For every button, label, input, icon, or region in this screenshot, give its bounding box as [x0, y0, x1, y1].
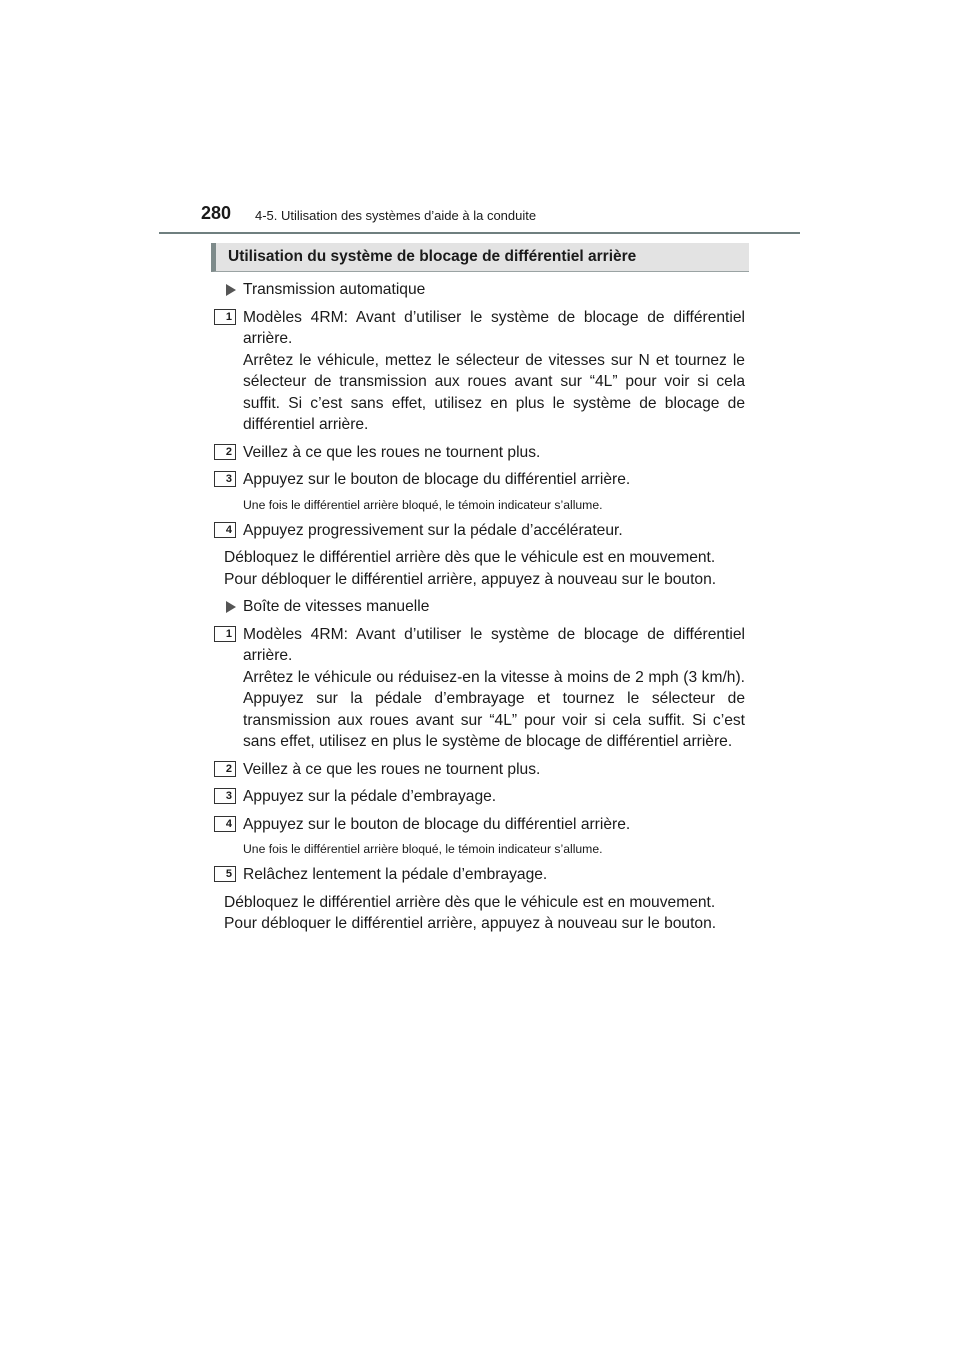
- triangle-bullet-icon: [226, 284, 236, 296]
- step-text: Appuyez sur le bouton de blocage du différentiel arrière.: [243, 815, 631, 833]
- step-number-badge: 2: [214, 761, 236, 777]
- step-text: Veillez à ce que les roues ne tournent plus.: [243, 760, 541, 778]
- paragraph-text: Débloquez le différentiel arrière dès que le véhicule est en mouvement.: [224, 549, 716, 566]
- auto-after-paragraph: [224, 547, 745, 590]
- subhead-automatic: [224, 279, 745, 301]
- step-text: Appuyez sur la pédale d’embrayage.: [243, 788, 497, 805]
- subhead-automatic-label: Transmission automatique: [243, 281, 426, 298]
- auto-note: Une fois le différentiel arrière bloqué, le témoin indicateur s’allume.: [243, 497, 603, 512]
- step-text: Modèles 4RM: Avant d’utiliser le système de blocage de différentiel arrière.: [243, 625, 745, 664]
- manual-step-1: [224, 624, 745, 753]
- section-header: 4-5. Utilisation des systèmes d’aide à la conduite: [255, 208, 537, 223]
- auto-step-1: [224, 307, 745, 436]
- auto-step-3: [224, 469, 745, 491]
- manual-after-paragraph: [224, 892, 745, 935]
- step-number-badge: 4: [214, 522, 236, 538]
- manual-step-4: [224, 814, 745, 836]
- step-text: Modèles 4RM: Avant d’utiliser le système de blocage de différentiel arrière.: [243, 308, 745, 347]
- step-number-badge: 3: [214, 788, 236, 804]
- step-text: Arrêtez le véhicule, mettez le sélecteur de vitesses sur N et tournez le sélecteur de transmission aux roues avant sur “4L” pour voir si cela suffit. Si c’est sans effet, utilisez en plus le système de blocage de différentiel arrière.: [243, 351, 745, 433]
- step-number-badge: 4: [214, 816, 236, 832]
- manual-step-3: [224, 786, 745, 808]
- manual-step-2: [224, 759, 745, 781]
- subhead-manual: [224, 596, 745, 618]
- step-text: Appuyez sur le bouton de blocage du différentiel arrière.: [243, 471, 631, 488]
- step-text: Relâchez lentement la pédale d’embrayage.: [243, 866, 548, 883]
- step-number-badge: 3: [214, 471, 236, 487]
- step-number-badge: 1: [214, 309, 236, 325]
- manual-note: Une fois le différentiel arrière bloqué, le témoin indicateur s’allume.: [243, 842, 603, 856]
- step-number-badge: 5: [214, 866, 236, 882]
- auto-step-2: [224, 442, 745, 464]
- step-number-badge: 2: [214, 444, 236, 460]
- triangle-bullet-icon: [226, 601, 236, 613]
- section-heading-bar: [211, 243, 749, 272]
- page-number: 280: [201, 203, 232, 223]
- step-number-badge: 1: [214, 626, 236, 642]
- paragraph-text: Pour débloquer le différentiel arrière, appuyez à nouveau sur le bouton.: [224, 915, 717, 932]
- step-text: Appuyez progressivement sur la pédale d’accélérateur.: [243, 521, 623, 539]
- paragraph-text: Pour débloquer le différentiel arrière, appuyez à nouveau sur le bouton.: [224, 570, 717, 588]
- section-heading: Utilisation du système de blocage de différentiel arrière: [228, 248, 637, 265]
- manual-step-5: [224, 864, 745, 886]
- auto-step-4: [224, 520, 745, 542]
- subhead-manual-label: Boîte de vitesses manuelle: [243, 598, 430, 615]
- header-rule: [159, 232, 800, 234]
- step-text: Veillez à ce que les roues ne tournent plus.: [243, 443, 541, 461]
- paragraph-text: Débloquez le différentiel arrière dès que le véhicule est en mouvement.: [224, 893, 716, 911]
- content-body: [224, 279, 745, 941]
- step-text: Arrêtez le véhicule ou réduisez-en la vitesse à moins de 2 mph (3 km/h). Appuyez sur la pédale d’embrayage et tournez le sélecteur de transmission aux roues avant sur “4L” pour voir si cela suffit. Si c’est sans effet, utilisez en plus le système de blocage de différentiel arrière.: [243, 668, 745, 750]
